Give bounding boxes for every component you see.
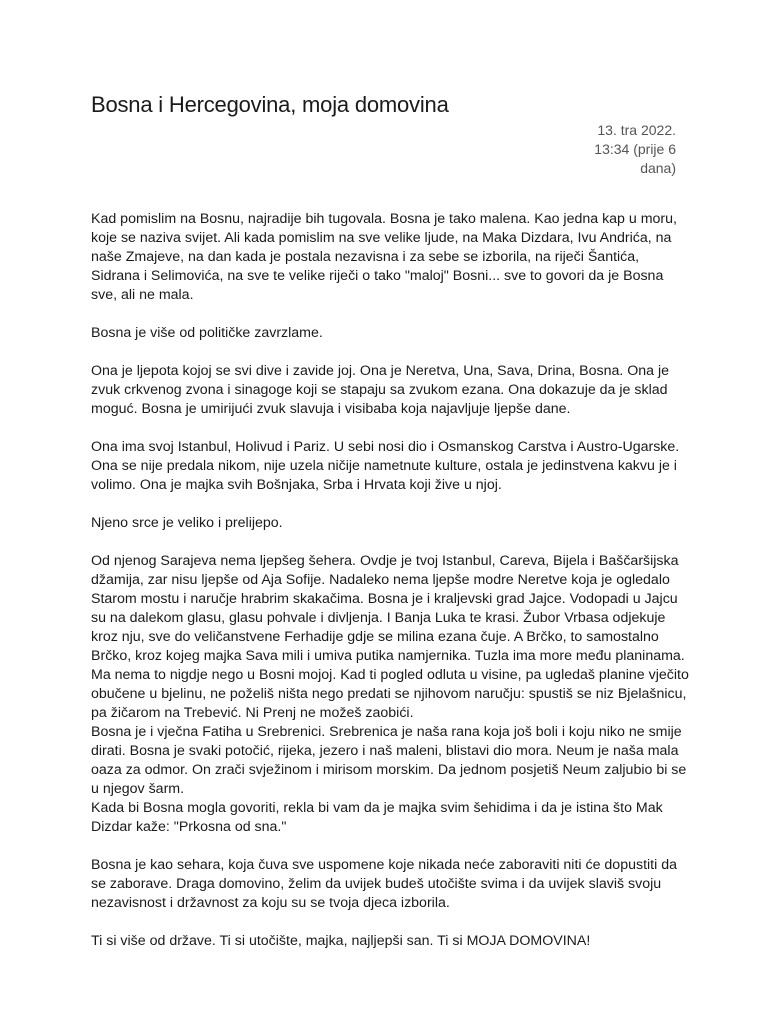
paragraph: Ona ima svoj Istanbul, Holivud i Pariz. U sebi nosi dio i Osmanskog Carstva i Austro-Ugarske. Ona se nije predala nikom, nije uzela ničije nametnute kulture, ostala je jedinstvena kakvu je i volimo. Ona je majka svih Bošnjaka, Srba i Hrvata koji žive u njoj. [91,439,680,493]
paragraph: Njeno srce je veliko i prelijepo. [91,515,283,531]
paragraph: Ti si više od države. Ti si utočište, majka, najljepši san. Ti si MOJA DOMOVINA! [91,933,591,949]
post-ago: dana) [640,160,676,176]
post-date: 13. tra 2022. [597,122,676,138]
post-time: 13:34 (prije 6 [594,141,676,157]
paragraph: Ona je ljepota kojoj se svi dive i zavide joj. Ona je Neretva, Una, Sava, Drina, Bosna. Ona je zvuk crkvenog zvona i sinagoge koji se stapaju sa zvukom ezana. Ona dokazuje da je sklad moguć. Bosna je umirijući zvuk slavuja i visibaba koja najavljuje ljepše dane. [91,363,670,417]
post-meta [536,121,676,178]
paragraph: Bosna je više od političke zavrzlame. [91,325,323,341]
article-body [91,210,691,970]
paragraph: Od njenog Sarajeva nema ljepšeg šehera. Ovdje je tvoj Istanbul, Careva, Bijela i Baščaršijska džamija, zar nisu ljepše od Aja Sofije. Nadaleko nema ljepše modre Neretve koja je ogledalo Starom mostu i naručje hrabrim skakačima. Bosna je i kraljevski grad Jajce. Vodopadi u Jajcu su na dalekom glasu, glasu pohvale i divljenja. I Banja Luka te krasi. Žubor Vrbasa odjekuje kroz nju, sve do veličanstvene Ferhadije gdje se milina ezana čuje. A Brčko, to samostalno Brčko, kroz kojeg majka Sava mili i umiva putika namjernika. Tuzla ima more među planinama. Ma nema to nigdje nego u Bosni mojoj. Kad ti pogled odluta u visine, pa ugledaš planine vječito obučene u bjelinu, ne poželiš ništa nego predati se njihovom naručju: spustiš se niz Bjelašnicu, pa žičarom na Trebević. Ni Prenj ne možeš zaobići. Bosna je i vječna Fatiha u Srebrenici. Srebrenica je naša rana koja još boli i koju niko ne smije dirati. Bosna je svaki potočić, rijeka, jezero i naš maleni, blistavi dio mora. Neum je naša mala oaza za odmor. On zrači svježinom i mirisom morskim. Da jednom posjetiš Neum zaljubio bi se u njegov šarm. Kada bi Bosna mogla govoriti, rekla bi vam da je majka svim šehidima i da je istina što Mak Dizdar kaže: "Prkosna od sna." [91,553,689,835]
paragraph: Kad pomislim na Bosnu, najradije bih tugovala. Bosna je tako malena. Kao jedna kap u moru, koje se naziva svijet. Ali kada pomislim na sve velike ljude, na Maka Dizdara, Ivu Andrića, na naše Zmajeve, na dan kada je postala nezavisna i za sebe se izborila, na riječi Šantića, Sidrana i Selimovića, na sve te velike riječi o tako "maloj" Bosni... sve to govori da je Bosna sve, ali ne mala. [91,211,677,303]
paragraph: Bosna je kao sehara, koja čuva sve uspomene koje nikada neće zaboraviti niti će dopustiti da se zaborave. Draga domovino, želim da uvijek budeš utočište svima i da uvijek slaviš svoju nezavisnost i državnost za koju su se tvoja djeca izborila. [91,857,677,911]
page-title: Bosna i Hercegovina, moja domovina [91,92,449,117]
